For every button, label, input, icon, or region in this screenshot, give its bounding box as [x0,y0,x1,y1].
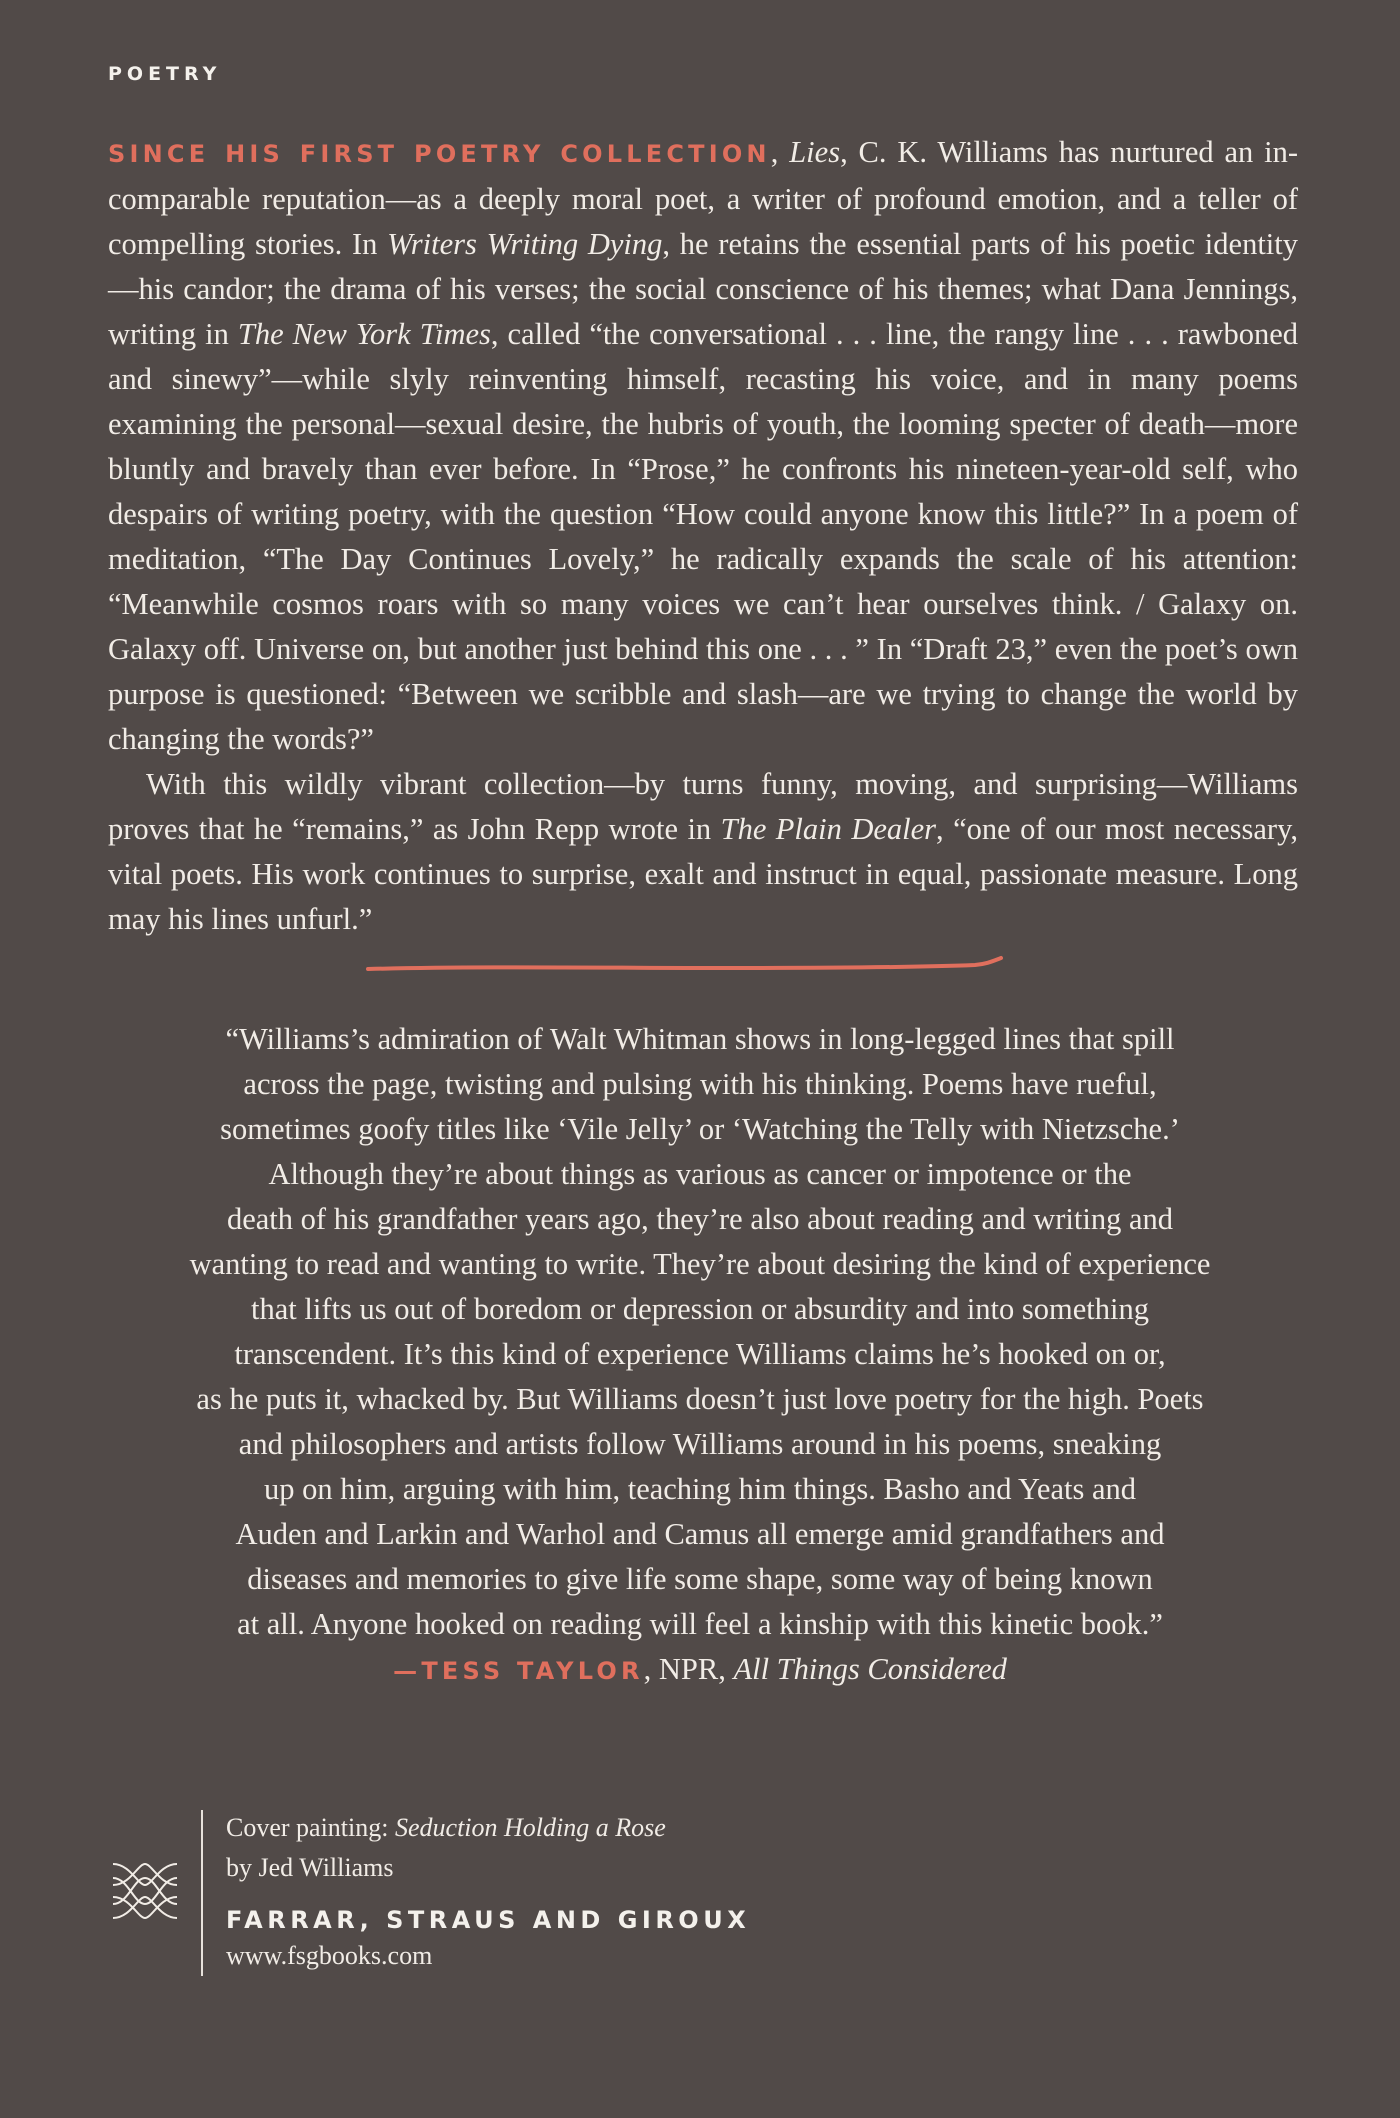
quote-line: at all. Anyone hooked on reading will feel a kinship with this kinetic book.” [237,1607,1163,1641]
blurb-text: , called “the conversational . . . line, the rangy line . . . rawboned and sinewy”—while slyly reinventing himself, recasting his voice, and in many poems examining the personal—sexual desire, the hubris of youth, the looming specter of death—more bluntly and bravely than ever before. In “Prose,” he confronts his nineteen-year-old self, who despairs of writing poetry, with the question “How could anyone know this little?” In a poem of meditation, “The Day Continues Lovely,” he radically expands the scale of his attention: “Meanwhile cosmos roars with so many voices we can’t hear ourselves think. / Galaxy on. Galaxy off. Universe on, but another just behind this one . . . ” In “Draft 23,” even the poet’s own purpose is questioned: “Between we scribble and slash—are we trying to change the world by changing the words?” [108,317,1298,756]
quote-line: transcendent. It’s this kind of experience Williams claims he’s hooked on or, [234,1337,1166,1371]
reviewer-name: —TESS TAYLOR [393,1657,644,1685]
quote-line: “Williams’s admiration of Walt Whitman shows in long-legged lines that spill [225,1022,1175,1056]
blurb-text: , “one of our most necessary, vital poets. His work continues to surprise, exalt and instruct in equal, passionate measure. Long may his lines unfurl.” [108,812,1298,936]
quote-attribution [150,1647,1250,1694]
blurb-text: With this wildly vibrant collection—by turns funny, moving, and surprising—Williams proves that he “remains,” as John Repp wrote in [108,767,1298,846]
publisher-name: FARRAR, STRAUS AND GIROUX [226,1906,751,1934]
category-label: POETRY [108,63,222,85]
painting-title: Seduction Holding a Rose [394,1813,666,1842]
blurb-text: , C. K. Williams has nurtured an incomparable reputation—as a deeply moral poet, a writer of profound emotion, and a teller of compelling stories. In [108,135,1299,261]
quote-line: Auden and Larkin and Warhol and Camus all emerge amid grandfathers and [235,1517,1165,1551]
quote-line: Although they’re about things as various as cancer or impotence or the [268,1157,1132,1191]
quote-line: sometimes goofy titles like ‘Vile Jelly’ or ‘Watching the Telly with Nietzsche.’ [220,1112,1180,1146]
quote-line: across the page, twisting and pulsing with his thinking. Poems have rueful, [243,1067,1157,1101]
quote-line: as he puts it, whacked by. But Williams doesn’t just love poetry for the high. Poets [196,1382,1204,1416]
cover-credit-prefix: Cover painting: [226,1813,395,1842]
brush-stroke-divider [365,955,1005,977]
quote-line: and philosophers and artists follow Williams around in his poems, sneaking [238,1427,1162,1461]
reviewer-outlet: , NPR, [643,1652,734,1686]
artist-credit: by Jed Williams [226,1853,394,1882]
fsg-interlaced-logo-icon [110,1858,180,1924]
quote-line: up on him, arguing with him, teaching him things. Basho and Yeats and [263,1472,1137,1506]
blurb-paragraph-2 [108,762,1298,942]
blurb-paragraph-1 [108,130,1298,762]
review-quote [150,1017,1250,1694]
program-name: All Things Considered [733,1652,1007,1686]
blurb-text: , he retains the essential parts of his poetic identity—his candor; the drama of his verses; the social conscience of his themes; what Dana Jennings, writing in [108,227,1298,351]
blurb-lead-in: SINCE HIS FIRST POETRY COLLECTION [108,140,771,168]
book-title-writers-writing-dying: Writers Writing Dying [387,227,663,261]
description-blurb [108,130,1298,942]
publisher-website: www.fsgbooks.com [226,1941,433,1970]
quote-line: death of his grandfather years ago, they’re also about reading and writing and [226,1202,1173,1236]
book-title-lies: Lies [789,135,841,169]
quote-line: wanting to read and wanting to write. They’re about desiring the kind of experience [189,1247,1211,1281]
blurb-text: , [770,135,790,169]
quote-line: diseases and memories to give life some shape, some way of being known [247,1562,1153,1596]
cover-credit [226,1808,750,1848]
credits-block [226,1808,750,1974]
publication-nyt: The New York Times [237,317,491,351]
publication-plain-dealer: The Plain Dealer [720,812,937,846]
vertical-rule [201,1810,203,1976]
quote-line: that lifts us out of boredom or depression or absurdity and into something [251,1292,1149,1326]
